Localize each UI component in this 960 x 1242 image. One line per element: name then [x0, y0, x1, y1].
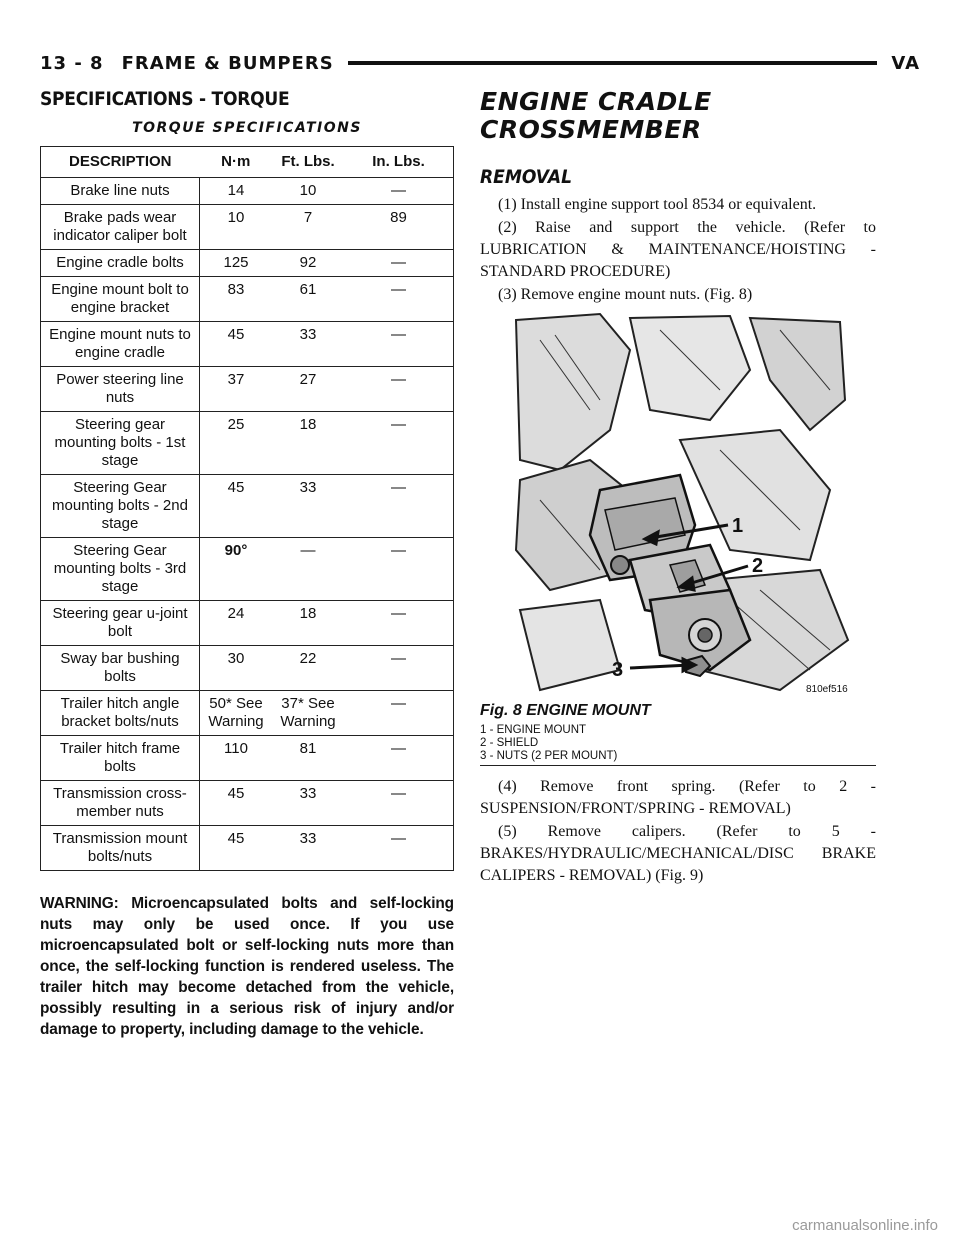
page-header: [40, 50, 920, 76]
right-column: [480, 88, 876, 888]
warning-text: WARNING: Microencapsulated bolts and self-locking nuts may only be used once. If you use microencapsulated bolt or self-locking nuts more than once, the self-locking function is rendered useless. The trailer hitch may become detached from the vehicle, possibly resulting in a serious risk of injury and/or damage to property, including damage to the vehicle.: [40, 895, 454, 1038]
col-in-lbs: In. Lbs.: [344, 147, 454, 178]
engine-mount-illustration: [480, 310, 876, 700]
step-2: (2) Raise and support the vehicle. (Refer to LUBRICATION & MAINTENANCE/HOISTING - STANDARD PROCEDURE): [480, 219, 876, 280]
table-row: Brake line nuts 14 10 —: [41, 178, 454, 205]
col-description: DESCRIPTION: [41, 147, 200, 178]
removal-heading: REMOVAL: [480, 166, 572, 188]
left-column: [40, 88, 454, 1055]
step-4: (4) Remove front spring. (Refer to 2 - SUSPENSION/FRONT/SPRING - REMOVAL): [480, 778, 876, 817]
table-row: Trailer hitch frame bolts 110 81 —: [41, 736, 454, 781]
step-3: (3) Remove engine mount nuts. (Fig. 8): [498, 286, 753, 303]
table-row: Engine mount bolt to engine bracket 83 61 —: [41, 277, 454, 322]
table-row: Engine mount nuts to engine cradle 45 33 —: [41, 322, 454, 367]
table-row: Brake pads wear indicator caliper bolt 10 7 89: [41, 205, 454, 250]
section-name: FRAME & BUMPERS: [121, 52, 334, 74]
figure-caption: Fig. 8 ENGINE MOUNT: [480, 702, 651, 719]
legend-item-3: 3 - NUTS (2 PER MOUNT): [480, 750, 618, 762]
header-rule: [348, 61, 878, 65]
table-row: Transmission cross-member nuts 45 33 —: [41, 781, 454, 826]
figure-legend: [480, 724, 876, 766]
step-1: (1) Install engine support tool 8534 or equivalent.: [498, 196, 817, 213]
figure-engine-mount: [480, 310, 876, 766]
watermark: carmanualsonline.info: [792, 1217, 938, 1234]
callout-3: 3: [612, 659, 624, 681]
table-row: Sway bar bushing bolts 30 22 —: [41, 646, 454, 691]
table-row: Steering gear u-joint bolt 24 18 —: [41, 601, 454, 646]
table-row: Steering gear mounting bolts - 1st stage 25 18 —: [41, 412, 454, 475]
model-code: VA: [891, 52, 920, 74]
callout-1: 1: [732, 515, 744, 537]
col-ft-lbs: Ft. Lbs.: [272, 147, 344, 178]
table-row: Engine cradle bolts 125 92 —: [41, 250, 454, 277]
table-row: Transmission mount bolts/nuts 45 33 —: [41, 826, 454, 871]
callout-2: 2: [752, 555, 764, 577]
page-number: 13 - 8: [40, 52, 104, 74]
procedure-title: ENGINE CRADLE CROSSMEMBER: [480, 87, 712, 144]
table-row: Trailer hitch angle bracket bolts/nuts 50* See Warning 37* See Warning —: [41, 691, 454, 736]
legend-item-1: 1 - ENGINE MOUNT: [480, 724, 587, 736]
section-title: SPECIFICATIONS - TORQUE: [40, 88, 290, 110]
table-row: Steering Gear mounting bolts - 2nd stage 45 33 —: [41, 475, 454, 538]
col-nm: N·m: [200, 147, 273, 178]
table-header-row: [41, 147, 454, 178]
table-row: Power steering line nuts 37 27 —: [41, 367, 454, 412]
step-5: (5) Remove calipers. (Refer to 5 - BRAKES/HYDRAULIC/MECHANICAL/DISC BRAKE CALIPERS - REMOVAL) (Fig. 9): [480, 823, 876, 884]
torque-table: [40, 146, 454, 871]
figure-code: 810ef516: [806, 684, 848, 695]
table-title: TORQUE SPECIFICATIONS: [132, 120, 362, 136]
table-row: Steering Gear mounting bolts - 3rd stage 90° — —: [41, 538, 454, 601]
legend-item-2: 2 - SHIELD: [480, 737, 539, 749]
